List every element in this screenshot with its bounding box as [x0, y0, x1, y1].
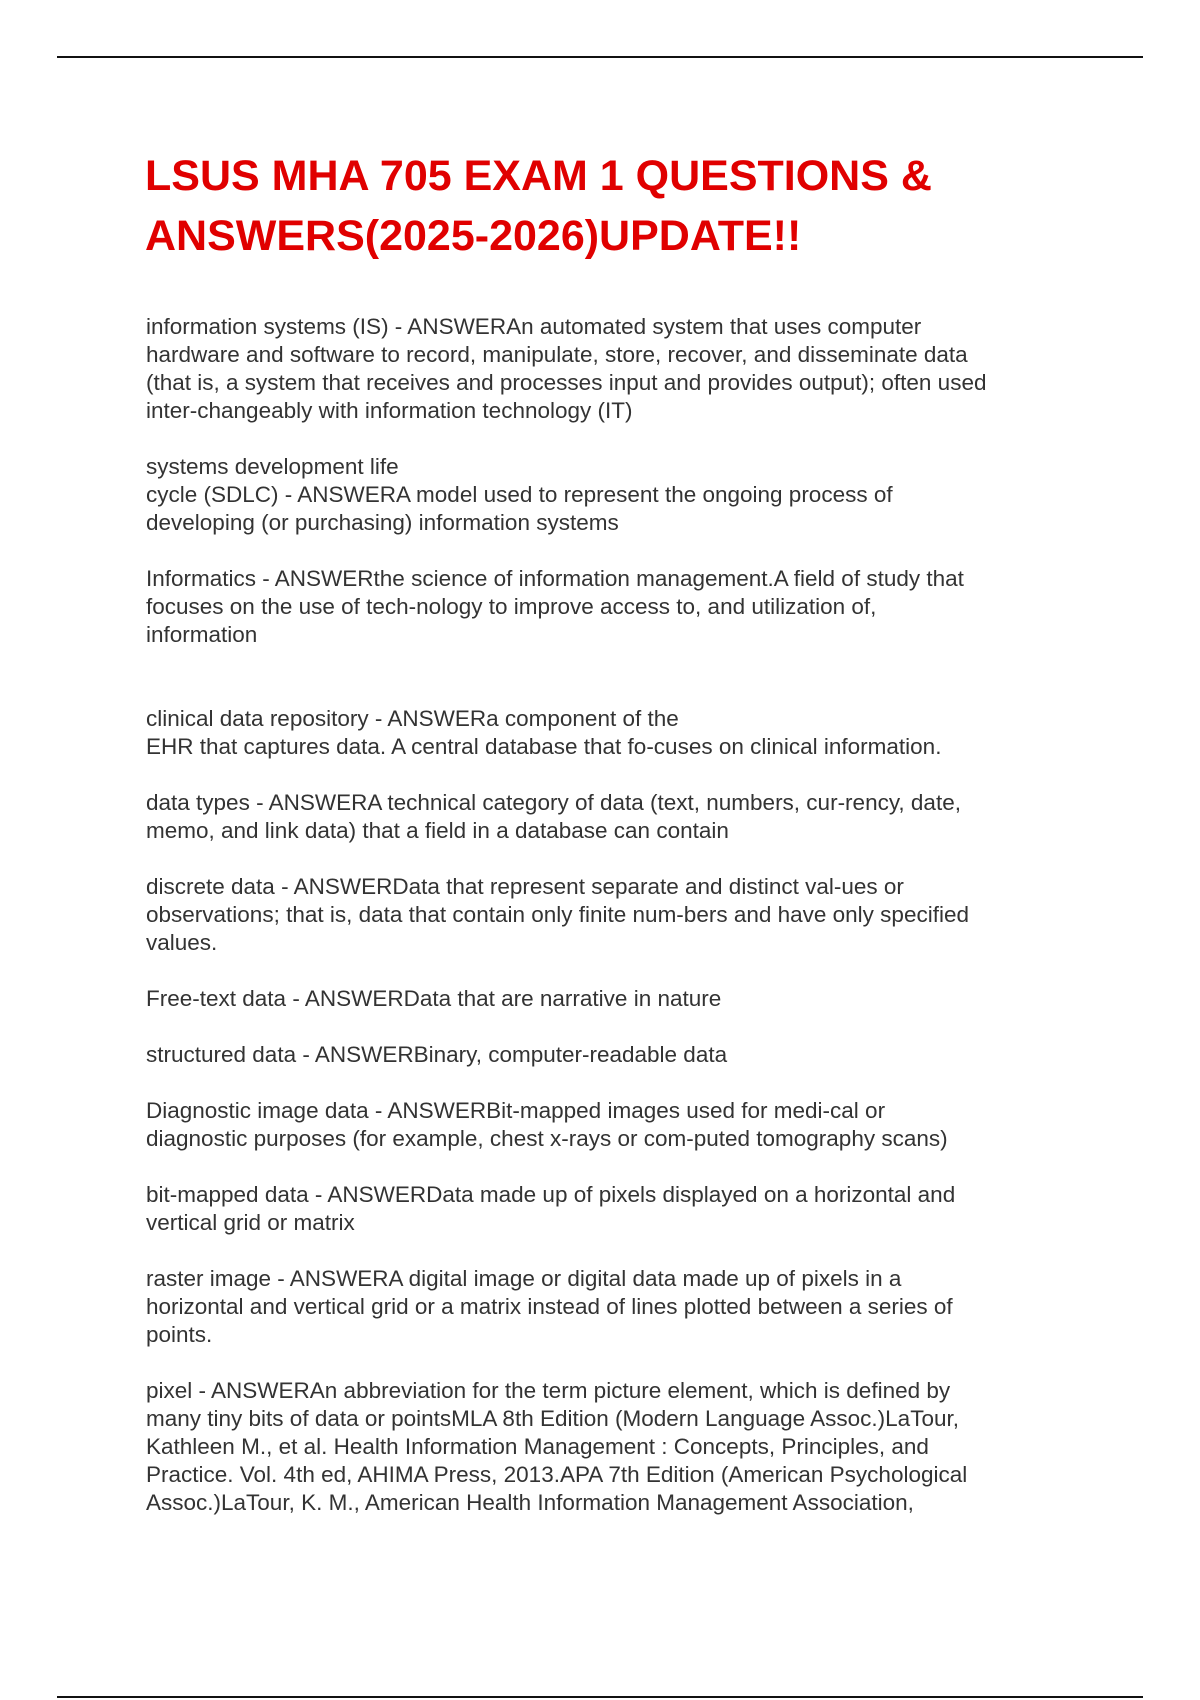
entry-line: raster image - ANSWERA digital image or digital data made up of pixels in a [146, 1266, 902, 1291]
entry-line: inter-changeably with information technology (IT) [146, 398, 633, 423]
entry-line: Assoc.)LaTour, K. M., American Health Information Management Association, [146, 1490, 914, 1515]
entry-line: vertical grid or matrix [146, 1210, 355, 1235]
entry-line: Practice. Vol. 4th ed, AHIMA Press, 2013.APA 7th Edition (American Psychological [146, 1462, 968, 1487]
entry-line: observations; that is, data that contain only finite num-bers and have only specified [146, 902, 969, 927]
entry-line: developing (or purchasing) information systems [146, 510, 619, 535]
qa-entry-discrete-data [146, 873, 1076, 957]
qa-list [146, 313, 1076, 1545]
qa-entry-diagnostic-image-data [146, 1097, 1076, 1153]
entry-line: Diagnostic image data - ANSWERBit-mapped images used for medi-cal or [146, 1098, 886, 1123]
entry-line: focuses on the use of tech-nology to improve access to, and utilization of, [146, 594, 877, 619]
entry-line: bit-mapped data - ANSWERData made up of pixels displayed on a horizontal and [146, 1182, 956, 1207]
entry-line: clinical data repository - ANSWERa component of the [146, 706, 679, 731]
qa-entry-raster-image [146, 1265, 1076, 1349]
document-title [145, 146, 1105, 266]
entry-line: EHR that captures data. A central database that fo-cuses on clinical information. [146, 734, 942, 759]
qa-entry-free-text-data [146, 985, 1076, 1013]
entry-line: Free-text data - ANSWERData that are narrative in nature [146, 986, 722, 1011]
entry-line: points. [146, 1322, 213, 1347]
qa-entry-clinical-data-repository [146, 705, 1076, 761]
entry-line: values. [146, 930, 218, 955]
entry-line: pixel - ANSWERAn abbreviation for the term picture element, which is defined by [146, 1378, 951, 1403]
qa-entry-information-systems [146, 313, 1076, 425]
footer-rule [57, 1696, 1143, 1698]
qa-entry-structured-data [146, 1041, 1076, 1069]
entry-line: systems development life [146, 454, 399, 479]
qa-entry-sdlc [146, 453, 1076, 537]
title-line: LSUS MHA 705 EXAM 1 QUESTIONS & [145, 152, 932, 200]
title-line: ANSWERS(2025-2026)UPDATE!! [145, 212, 802, 260]
entry-line: discrete data - ANSWERData that represent separate and distinct val-ues or [146, 874, 904, 899]
entry-line: many tiny bits of data or pointsMLA 8th Edition (Modern Language Assoc.)LaTour, [146, 1406, 959, 1431]
entry-line: information [146, 622, 258, 647]
entry-line: structured data - ANSWERBinary, computer-readable data [146, 1042, 728, 1067]
entry-line: diagnostic purposes (for example, chest x-rays or com-puted tomography scans) [146, 1126, 948, 1151]
entry-line: hardware and software to record, manipulate, store, recover, and disseminate data [146, 342, 968, 367]
entry-line: Kathleen M., et al. Health Information Management : Concepts, Principles, and [146, 1434, 929, 1459]
qa-entry-bit-mapped-data [146, 1181, 1076, 1237]
entry-line: horizontal and vertical grid or a matrix instead of lines plotted between a series of [146, 1294, 953, 1319]
entry-line: data types - ANSWERA technical category of data (text, numbers, cur-rency, date, [146, 790, 961, 815]
entry-line: Informatics - ANSWERthe science of information management.A field of study that [146, 566, 964, 591]
entry-line: cycle (SDLC) - ANSWERA model used to represent the ongoing process of [146, 482, 893, 507]
entry-line: memo, and link data) that a field in a database can contain [146, 818, 729, 843]
qa-entry-informatics [146, 565, 1076, 649]
entry-line: (that is, a system that receives and processes input and provides output); often used [146, 370, 987, 395]
header-rule [57, 56, 1143, 58]
qa-entry-pixel [146, 1377, 1076, 1517]
qa-entry-data-types [146, 789, 1076, 845]
entry-line: information systems (IS) - ANSWERAn automated system that uses computer [146, 314, 922, 339]
